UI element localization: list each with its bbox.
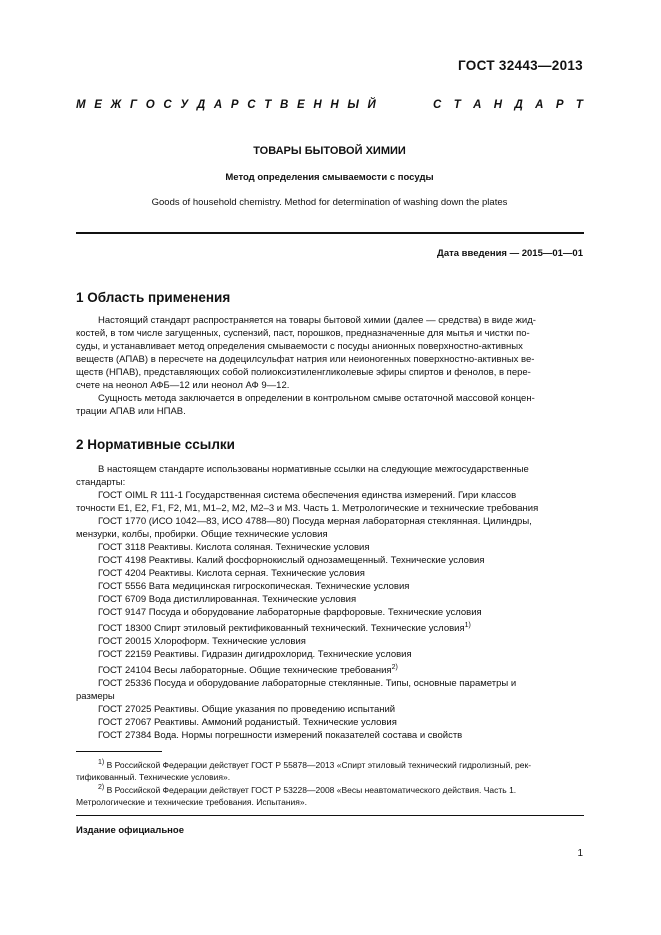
banner-letter: Й <box>367 99 376 111</box>
footnote-2 <box>76 782 584 808</box>
banner-letter: Р <box>230 99 239 111</box>
text-line: стандарты: <box>76 477 126 488</box>
footnote-text: В Российской Федерации действует ГОСТ Р 55878—2013 «Спирт этиловый технический гидролизный, рек- <box>104 759 532 770</box>
text-line: ществ (НПАВ), представляющих собой полиоксиэтиленгликолевые эфиры спиртов и фенолов, в пере- <box>76 367 531 378</box>
banner-letter: А <box>535 99 544 111</box>
section-2-heading: 2 Нормативные ссылки <box>76 437 235 452</box>
section-1-paragraph-1 <box>76 314 584 392</box>
introduction-date: Дата введения — 2015—01—01 <box>437 248 583 259</box>
footnote-1 <box>76 757 584 783</box>
banner-letter: Н <box>330 99 339 111</box>
banner-letter: А <box>213 99 223 111</box>
banner-letter: М <box>76 99 86 111</box>
document-number: ГОСТ 32443—2013 <box>458 58 583 73</box>
document-title-english: Goods of household chemistry. Method for determination of washing down the plates <box>151 197 508 208</box>
document-title: ТОВАРЫ БЫТОВОЙ ХИМИИ <box>253 145 406 157</box>
text-line: точности E1, E2, F1, F2, M1, M1–2, M2, M2–3 и M3. Часть 1. Метрологические и технические требования <box>76 503 539 514</box>
banner-letter: Н <box>493 99 503 111</box>
text-line: суды, и устанавливает метод определения смываемости с посуды анионных поверхностно-активных <box>76 341 523 352</box>
reference-item: ГОСТ 9147 Посуда и оборудование лабораторные фарфоровые. Технические условия <box>98 607 482 618</box>
banner-letter: Е <box>94 99 102 111</box>
banner-letter: С <box>163 99 172 111</box>
banner-letter: В <box>279 99 289 111</box>
text-line: Сущность метода заключается в определении в контрольном смыве остаточной массовой концен- <box>98 393 535 404</box>
text-line: ГОСТ 1770 (ИСО 1042—83, ИСО 4788—80) Посуда мерная лабораторная стеклянная. Цилиндры, <box>98 516 532 527</box>
reference-item <box>76 619 584 635</box>
reference-item: ГОСТ 20015 Хлороформ. Технические условия <box>98 636 306 648</box>
reference-item: ГОСТ 6709 Вода дистиллированная. Технические условия <box>98 594 357 605</box>
section-1-paragraph-2 <box>76 392 584 418</box>
reference-item: ГОСТ 5556 Вата медицинская гигроскопическая. Технические условия <box>98 581 410 592</box>
footnote-text: Метрологические и технические требования. Испытания». <box>76 796 307 807</box>
reference-item: ГОСТ 27384 Вода. Нормы погрешности измерений показателей состава и свойств <box>98 730 463 742</box>
banner-letter: Т <box>575 99 583 111</box>
banner-word-standard <box>433 99 583 111</box>
banner-letter: С <box>247 99 256 111</box>
banner-letter: Е <box>296 99 305 111</box>
reference-item: ГОСТ 22159 Реактивы. Гидразин дигидрохлорид. Технические условия <box>98 649 412 661</box>
banner-letter: Д <box>196 99 206 111</box>
footnote-divider <box>76 751 162 752</box>
banner-letter: С <box>433 99 442 111</box>
banner-letter: Т <box>453 99 461 111</box>
footer-divider <box>76 815 584 816</box>
banner-letter: Д <box>514 99 523 111</box>
text-line: веществ (АПАВ) в пересчете на додецилсульфат натрия или неионогенных поверхностно-активных ве- <box>76 354 535 365</box>
footnote-number: 2) <box>98 784 105 791</box>
banner-letter: А <box>473 99 482 111</box>
banner-letter: О <box>145 99 155 111</box>
section-2-body <box>76 463 584 742</box>
footnote-text: В Российской Федерации действует ГОСТ Р 53228—2008 «Весы неавтоматического действия. Часть 1. <box>104 784 517 795</box>
text-line: костей, в том числе загущенных, суспензий, паст, порошков, предназначенные для мытья и чистки по- <box>76 328 530 339</box>
text-line: ГОСТ OIML R 111-1 Государственная система обеспечения единства измерений. Гири классов <box>98 490 517 501</box>
reference-item <box>76 661 584 677</box>
banner-letter: Р <box>555 99 564 111</box>
reference-item: ГОСТ 27025 Реактивы. Общие указания по проведению испытаний <box>98 704 396 716</box>
banner-letter: Ж <box>110 99 122 111</box>
footnote-number: 1) <box>98 759 105 766</box>
footnote-text: тификованный. Технические условия». <box>76 771 231 782</box>
footnote-marker[interactable]: 1) <box>464 622 471 629</box>
standard-banner <box>76 99 583 111</box>
reference-item: ГОСТ 4204 Реактивы. Кислота серная. Технические условия <box>98 568 365 579</box>
reference-item: ГОСТ 4198 Реактивы. Калий фосфорнокислый однозамещенный. Технические условия <box>98 555 485 566</box>
section-1-body <box>76 314 584 418</box>
text-line: размеры <box>76 691 115 703</box>
official-edition-label: Издание официальное <box>76 825 184 836</box>
banner-word-interstate <box>76 99 376 111</box>
text-line: счете на неонол АФБ—12 или неонол АФ 9—12. <box>76 380 290 391</box>
document-subtitle: Метод определения смываемости с посуды <box>225 172 434 183</box>
page-number: 1 <box>577 848 583 859</box>
text-line: трации АПАВ или НПАВ. <box>76 406 186 417</box>
text-line: В настоящем стандарте использованы нормативные ссылки на следующие межгосударственные <box>98 464 529 475</box>
text-line: мензурки, колбы, пробирки. Общие технические условия <box>76 529 328 540</box>
text-line: Настоящий стандарт распространяется на товары бытовой химии (далее — средства) в виде жид- <box>98 315 536 326</box>
banner-letter: Т <box>264 99 272 111</box>
banner-letter: Ы <box>347 99 359 111</box>
footnote-marker[interactable]: 2) <box>391 664 398 672</box>
banner-letter: Н <box>313 99 322 111</box>
text-line: ГОСТ 25336 Посуда и оборудование лабораторные стеклянные. Типы, основные параметры и <box>98 678 517 690</box>
banner-letter: Г <box>130 99 138 111</box>
reference-text: ГОСТ 18300 Спирт этиловый ректификованный технический. Технические условия <box>98 623 465 635</box>
title-divider <box>76 232 584 234</box>
reference-text: ГОСТ 24104 Весы лабораторные. Общие технические требования <box>98 665 392 677</box>
section-1-heading: 1 Область применения <box>76 290 231 305</box>
reference-item: ГОСТ 27067 Реактивы. Аммоний роданистый. Технические условия <box>98 717 397 729</box>
reference-item: ГОСТ 3118 Реактивы. Кислота соляная. Технические условия <box>98 542 370 553</box>
banner-letter: У <box>180 99 189 111</box>
